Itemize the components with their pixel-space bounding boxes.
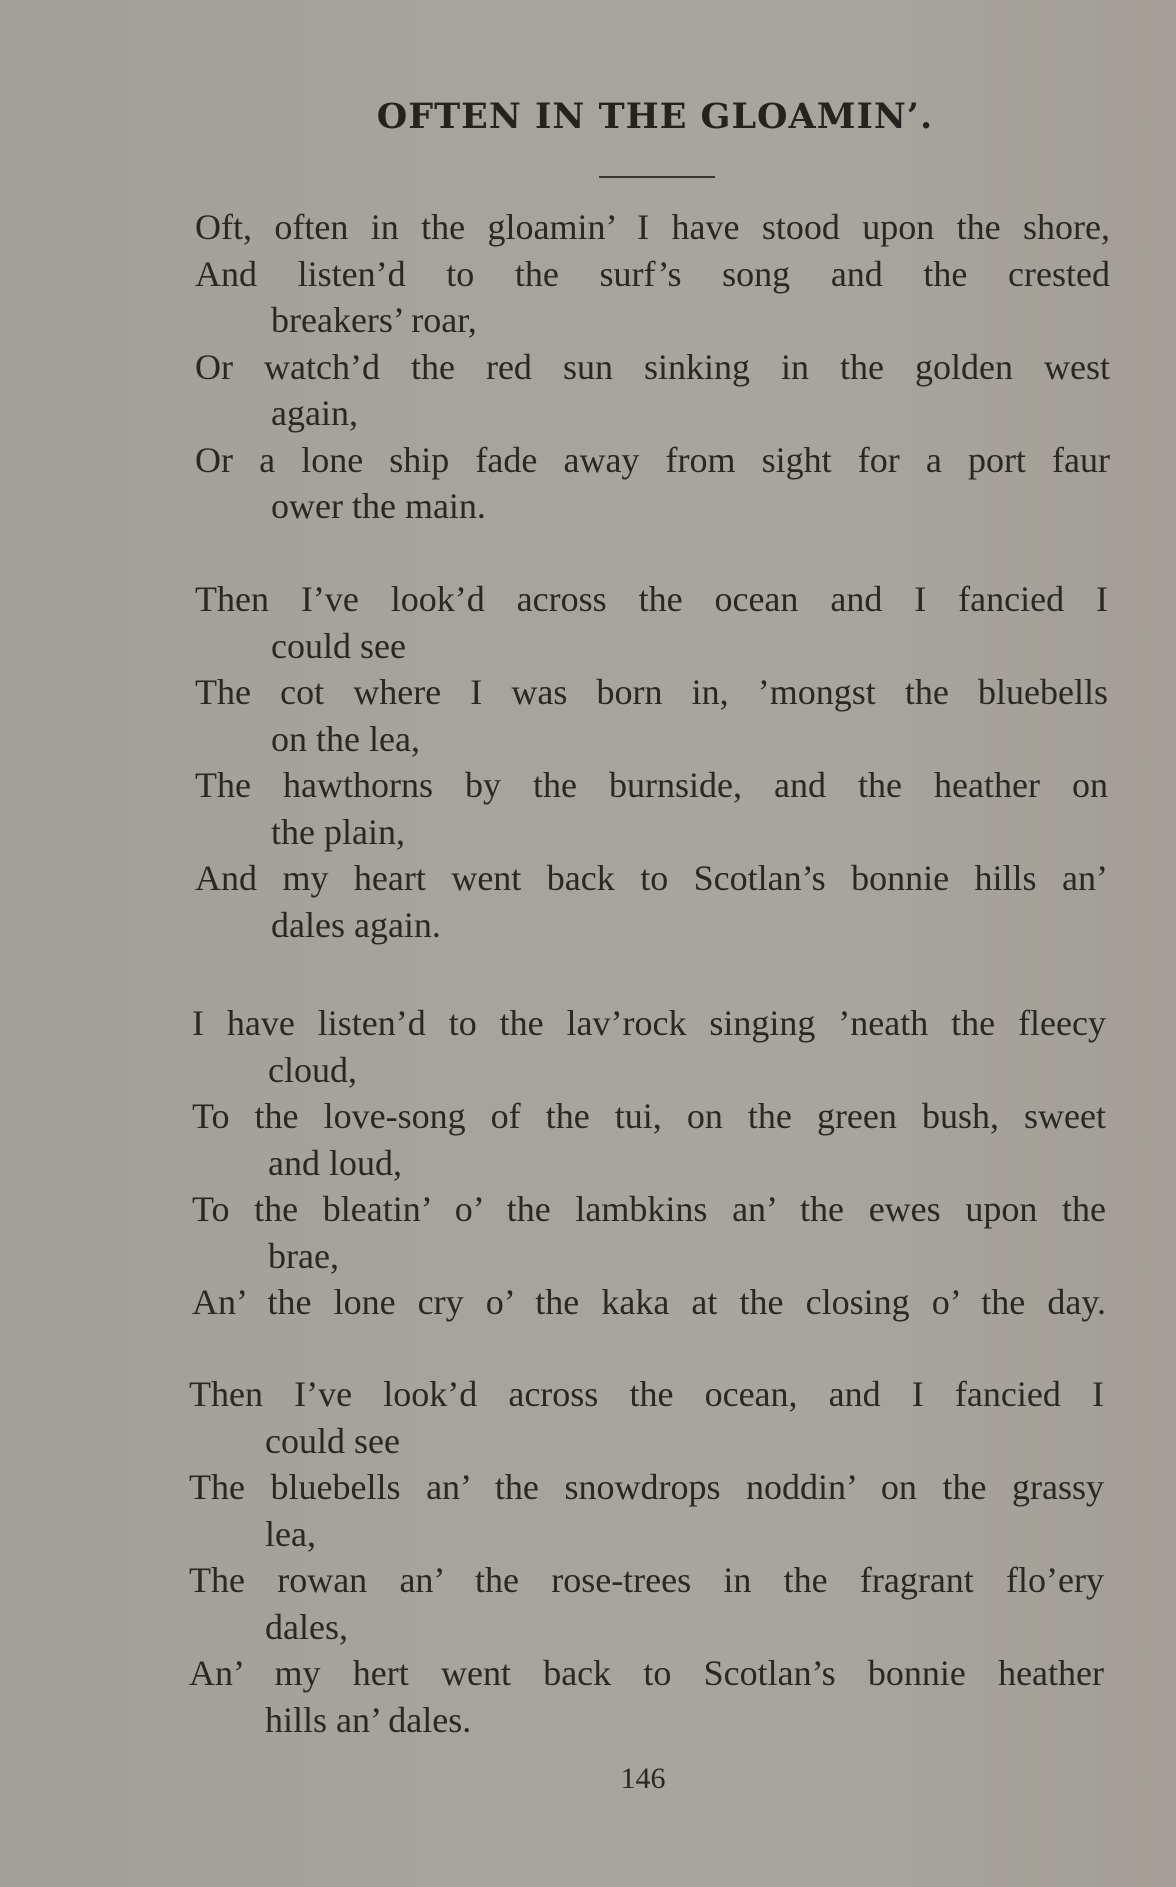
poem-line-text: The rowan an’ the rose-trees in the fragrant flo’ery xyxy=(189,1560,1104,1600)
poem-line-text: The bluebells an’ the snowdrops noddin’ on the grassy xyxy=(189,1467,1104,1507)
poem-line xyxy=(195,669,1108,762)
poem-line-text: Then I’ve look’d across the ocean, and I fancied I xyxy=(189,1374,1104,1414)
stanza xyxy=(189,1371,1104,1743)
poem-line-text: An’ my hert went back to Scotlan’s bonnie heather xyxy=(189,1653,1104,1693)
poem-line-text: Oft, often in the gloamin’ I have stood upon the shore, xyxy=(195,207,1110,247)
poem-line-continuation: dales again. xyxy=(271,904,441,945)
poem-line-continuation: the plain, xyxy=(271,811,405,852)
stanza xyxy=(192,1000,1106,1326)
poem-line-text: An’ the lone cry o’ the kaka at the closing o’ the day. xyxy=(192,1282,1106,1322)
poem-line xyxy=(195,576,1108,669)
poem-line-continuation: again, xyxy=(271,393,358,433)
poem-line-text: Then I’ve look’d across the ocean and I fancied I xyxy=(195,579,1108,619)
stanza xyxy=(195,204,1110,530)
poem-line-text: Or a lone ship fade away from sight for a port faur xyxy=(195,439,1110,480)
poem-line-continuation: cloud, xyxy=(268,1049,357,1090)
poem-line-text: Or watch’d the red sun sinking in the golden west xyxy=(195,346,1110,387)
poem-line-continuation: hills an’ dales. xyxy=(265,1699,472,1740)
poem-line xyxy=(195,855,1108,948)
poem-line xyxy=(195,762,1108,855)
poem-line xyxy=(192,1186,1106,1279)
page-number: 146 xyxy=(620,1762,666,1795)
poem-line xyxy=(189,1650,1104,1743)
poem-line-continuation: on the lea, xyxy=(271,718,420,759)
poem-line xyxy=(192,1093,1106,1186)
poem-line-continuation: breakers’ roar, xyxy=(271,300,477,340)
poem-line xyxy=(192,1279,1106,1326)
poem-line-text: The hawthorns by the burnside, and the heather on xyxy=(195,765,1108,805)
poem-line-continuation: brae, xyxy=(268,1235,339,1276)
poem-line-text: And listen’d to the surf’s song and the crested xyxy=(195,253,1110,294)
poem-line xyxy=(189,1464,1104,1557)
poem-line-continuation: could see xyxy=(271,625,406,666)
title-rule xyxy=(599,176,715,178)
poem-line-text: To the love-song of the tui, on the green bush, sweet xyxy=(192,1096,1106,1136)
poem-line-continuation: dales, xyxy=(265,1606,348,1647)
poem-line xyxy=(195,437,1110,530)
poem-line-text: The cot where I was born in, ’mongst the bluebells xyxy=(195,672,1108,712)
poem-line xyxy=(189,1557,1104,1650)
poem-line-continuation: could see xyxy=(265,1420,400,1461)
stanza xyxy=(195,576,1108,948)
poem-line-text: I have listen’d to the lav’rock singing ’neath the fleecy xyxy=(192,1003,1106,1043)
poem-line-text: And my heart went back to Scotlan’s bonnie hills an’ xyxy=(195,858,1108,898)
poem-line-continuation: ower the main. xyxy=(271,486,486,526)
poem-line xyxy=(189,1371,1104,1464)
poem-line-continuation: and loud, xyxy=(268,1142,402,1183)
poem-line-text: To the bleatin’ o’ the lambkins an’ the ewes upon the xyxy=(192,1189,1106,1229)
poem-line xyxy=(195,251,1110,344)
poem-line xyxy=(195,204,1110,251)
poem-line xyxy=(195,344,1110,437)
poem-title: OFTEN IN THE GLOAMIN’. xyxy=(376,96,934,137)
poem-line-continuation: lea, xyxy=(265,1513,316,1554)
poem-line xyxy=(192,1000,1106,1093)
